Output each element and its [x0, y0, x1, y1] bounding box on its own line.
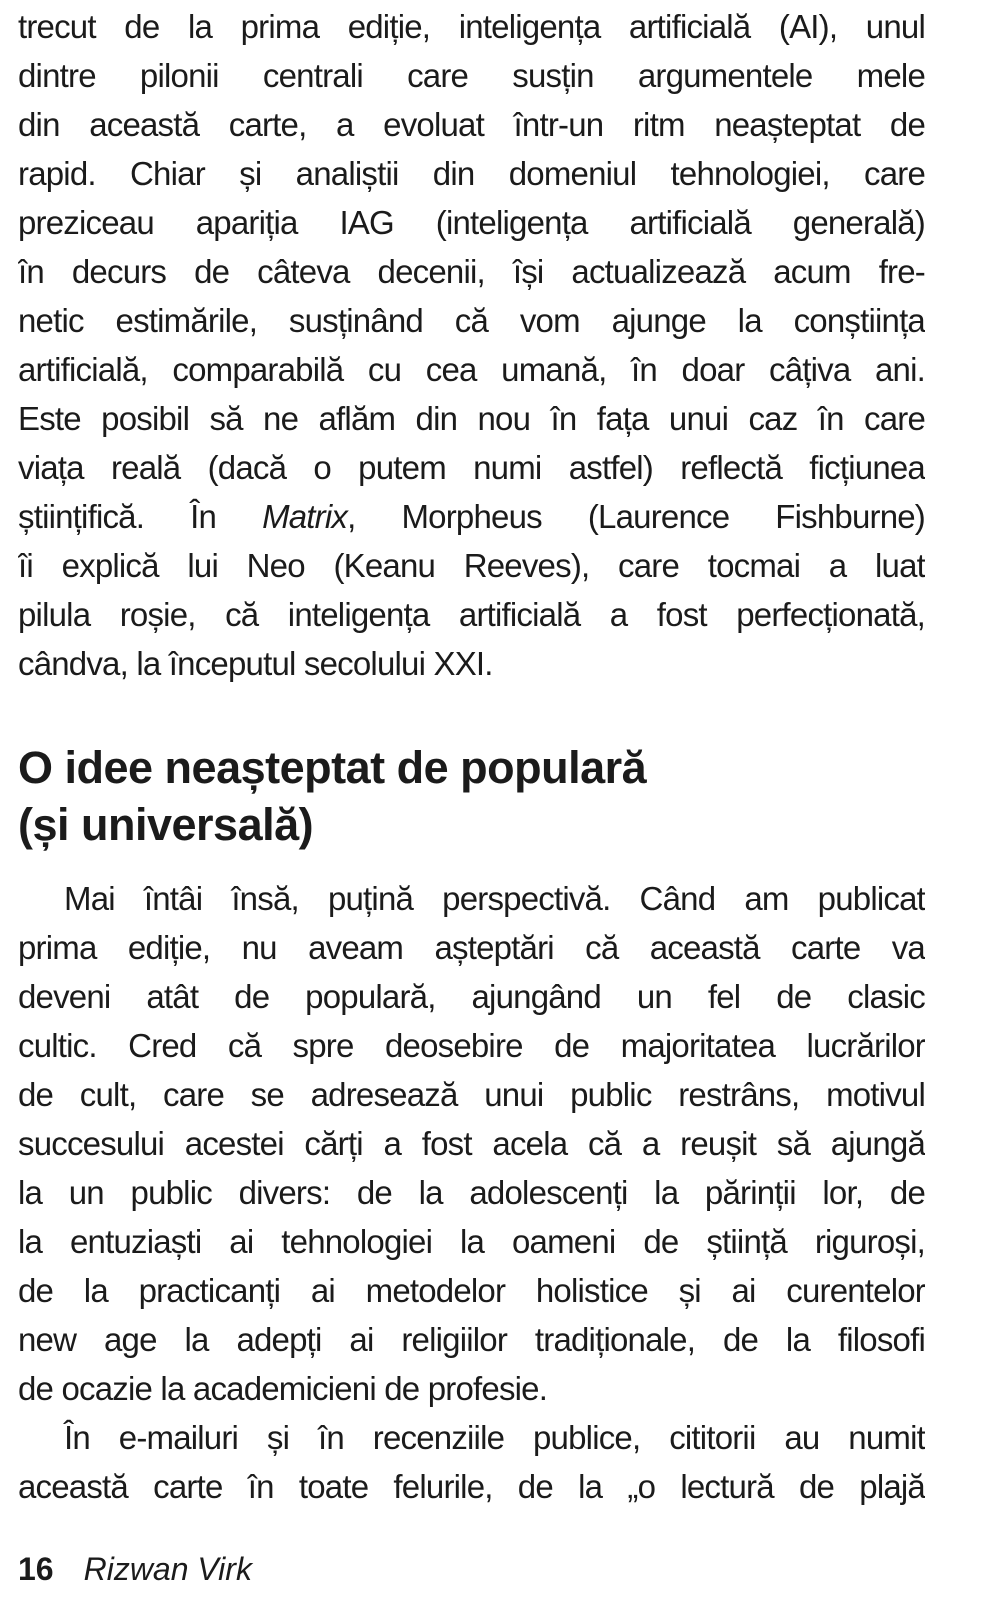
- page-number: 16: [18, 1551, 54, 1587]
- text-line: Mai întâi însă, puțină perspectivă. Când am publicat: [64, 880, 925, 917]
- text-line: În e-mailuri și în recenziile publice, cititorii au numit: [64, 1419, 925, 1456]
- text-line: această carte în toate felurile, de la „o lectură de plajă: [18, 1468, 925, 1505]
- text-line-with-book-title: [18, 492, 925, 541]
- text-line: cândva, la începutul secolului XXI.: [18, 645, 493, 682]
- page-footer: [18, 1549, 925, 1589]
- book-title-italic: Matrix: [262, 498, 348, 535]
- running-footer-author: Rizwan Virk: [83, 1551, 252, 1587]
- paragraph-continued-from-previous-page: [18, 2, 925, 688]
- text-line: dintre pilonii centrali care susțin argumentele mele: [18, 57, 925, 94]
- text-segment: științifică. În: [18, 498, 263, 535]
- text-line: netic estimările, susținând că vom ajunge la conștiința: [18, 302, 925, 339]
- text-line: la un public divers: de la adolescenți la părinții lor, de: [18, 1174, 925, 1211]
- section-heading-line-2: (și universală): [18, 799, 314, 850]
- section-heading: [18, 739, 925, 853]
- paragraph: [18, 874, 925, 1413]
- text-segment: , Morpheus (Laurence Fishburne): [347, 498, 925, 535]
- text-line: viața reală (dacă o putem numi astfel) reflectă ficțiunea: [18, 449, 925, 486]
- text-line: de la practicanți ai metodelor holistice și ai curentelor: [18, 1272, 925, 1309]
- text-line: îi explică lui Neo (Keanu Reeves), care tocmai a luat: [18, 547, 925, 584]
- text-line: artificială, comparabilă cu cea umană, în doar câțiva ani.: [18, 351, 925, 388]
- text-line: de cult, care se adresează unui public restrâns, motivul: [18, 1076, 925, 1113]
- text-line: succesului acestei cărți a fost acela că a reușit să ajungă: [18, 1125, 925, 1162]
- text-line: cultic. Cred că spre deosebire de majoritatea lucrărilor: [18, 1027, 925, 1064]
- text-line: la entuziaști ai tehnologiei la oameni de știință riguroși,: [18, 1223, 925, 1260]
- text-line: Este posibil să ne aflăm din nou în fața unui caz în care: [18, 400, 925, 437]
- text-line: preziceau apariția IAG (inteligența artificială generală): [18, 204, 925, 241]
- text-line: pilula roșie, că inteligența artificială a fost perfecționată,: [18, 596, 925, 633]
- text-line: trecut de la prima ediție, inteligența artificială (AI), unul: [18, 8, 925, 45]
- text-line: în decurs de câteva decenii, își actualizează acum fre-: [18, 253, 925, 290]
- section-heading-line-1: O idee neașteptat de populară: [18, 742, 647, 793]
- text-line: deveni atât de populară, ajungând un fel de clasic: [18, 978, 925, 1015]
- text-line: din această carte, a evoluat într-un ritm neașteptat de: [18, 106, 925, 143]
- text-line: de ocazie la academicieni de profesie.: [18, 1370, 548, 1407]
- paragraph-cut-by-page-break: [18, 1413, 925, 1511]
- text-line: new age la adepți ai religiilor tradiționale, de la filosofi: [18, 1321, 925, 1358]
- text-line: prima ediție, nu aveam așteptări că această carte va: [18, 929, 925, 966]
- text-line: rapid. Chiar și analiștii din domeniul tehnologiei, care: [18, 155, 925, 192]
